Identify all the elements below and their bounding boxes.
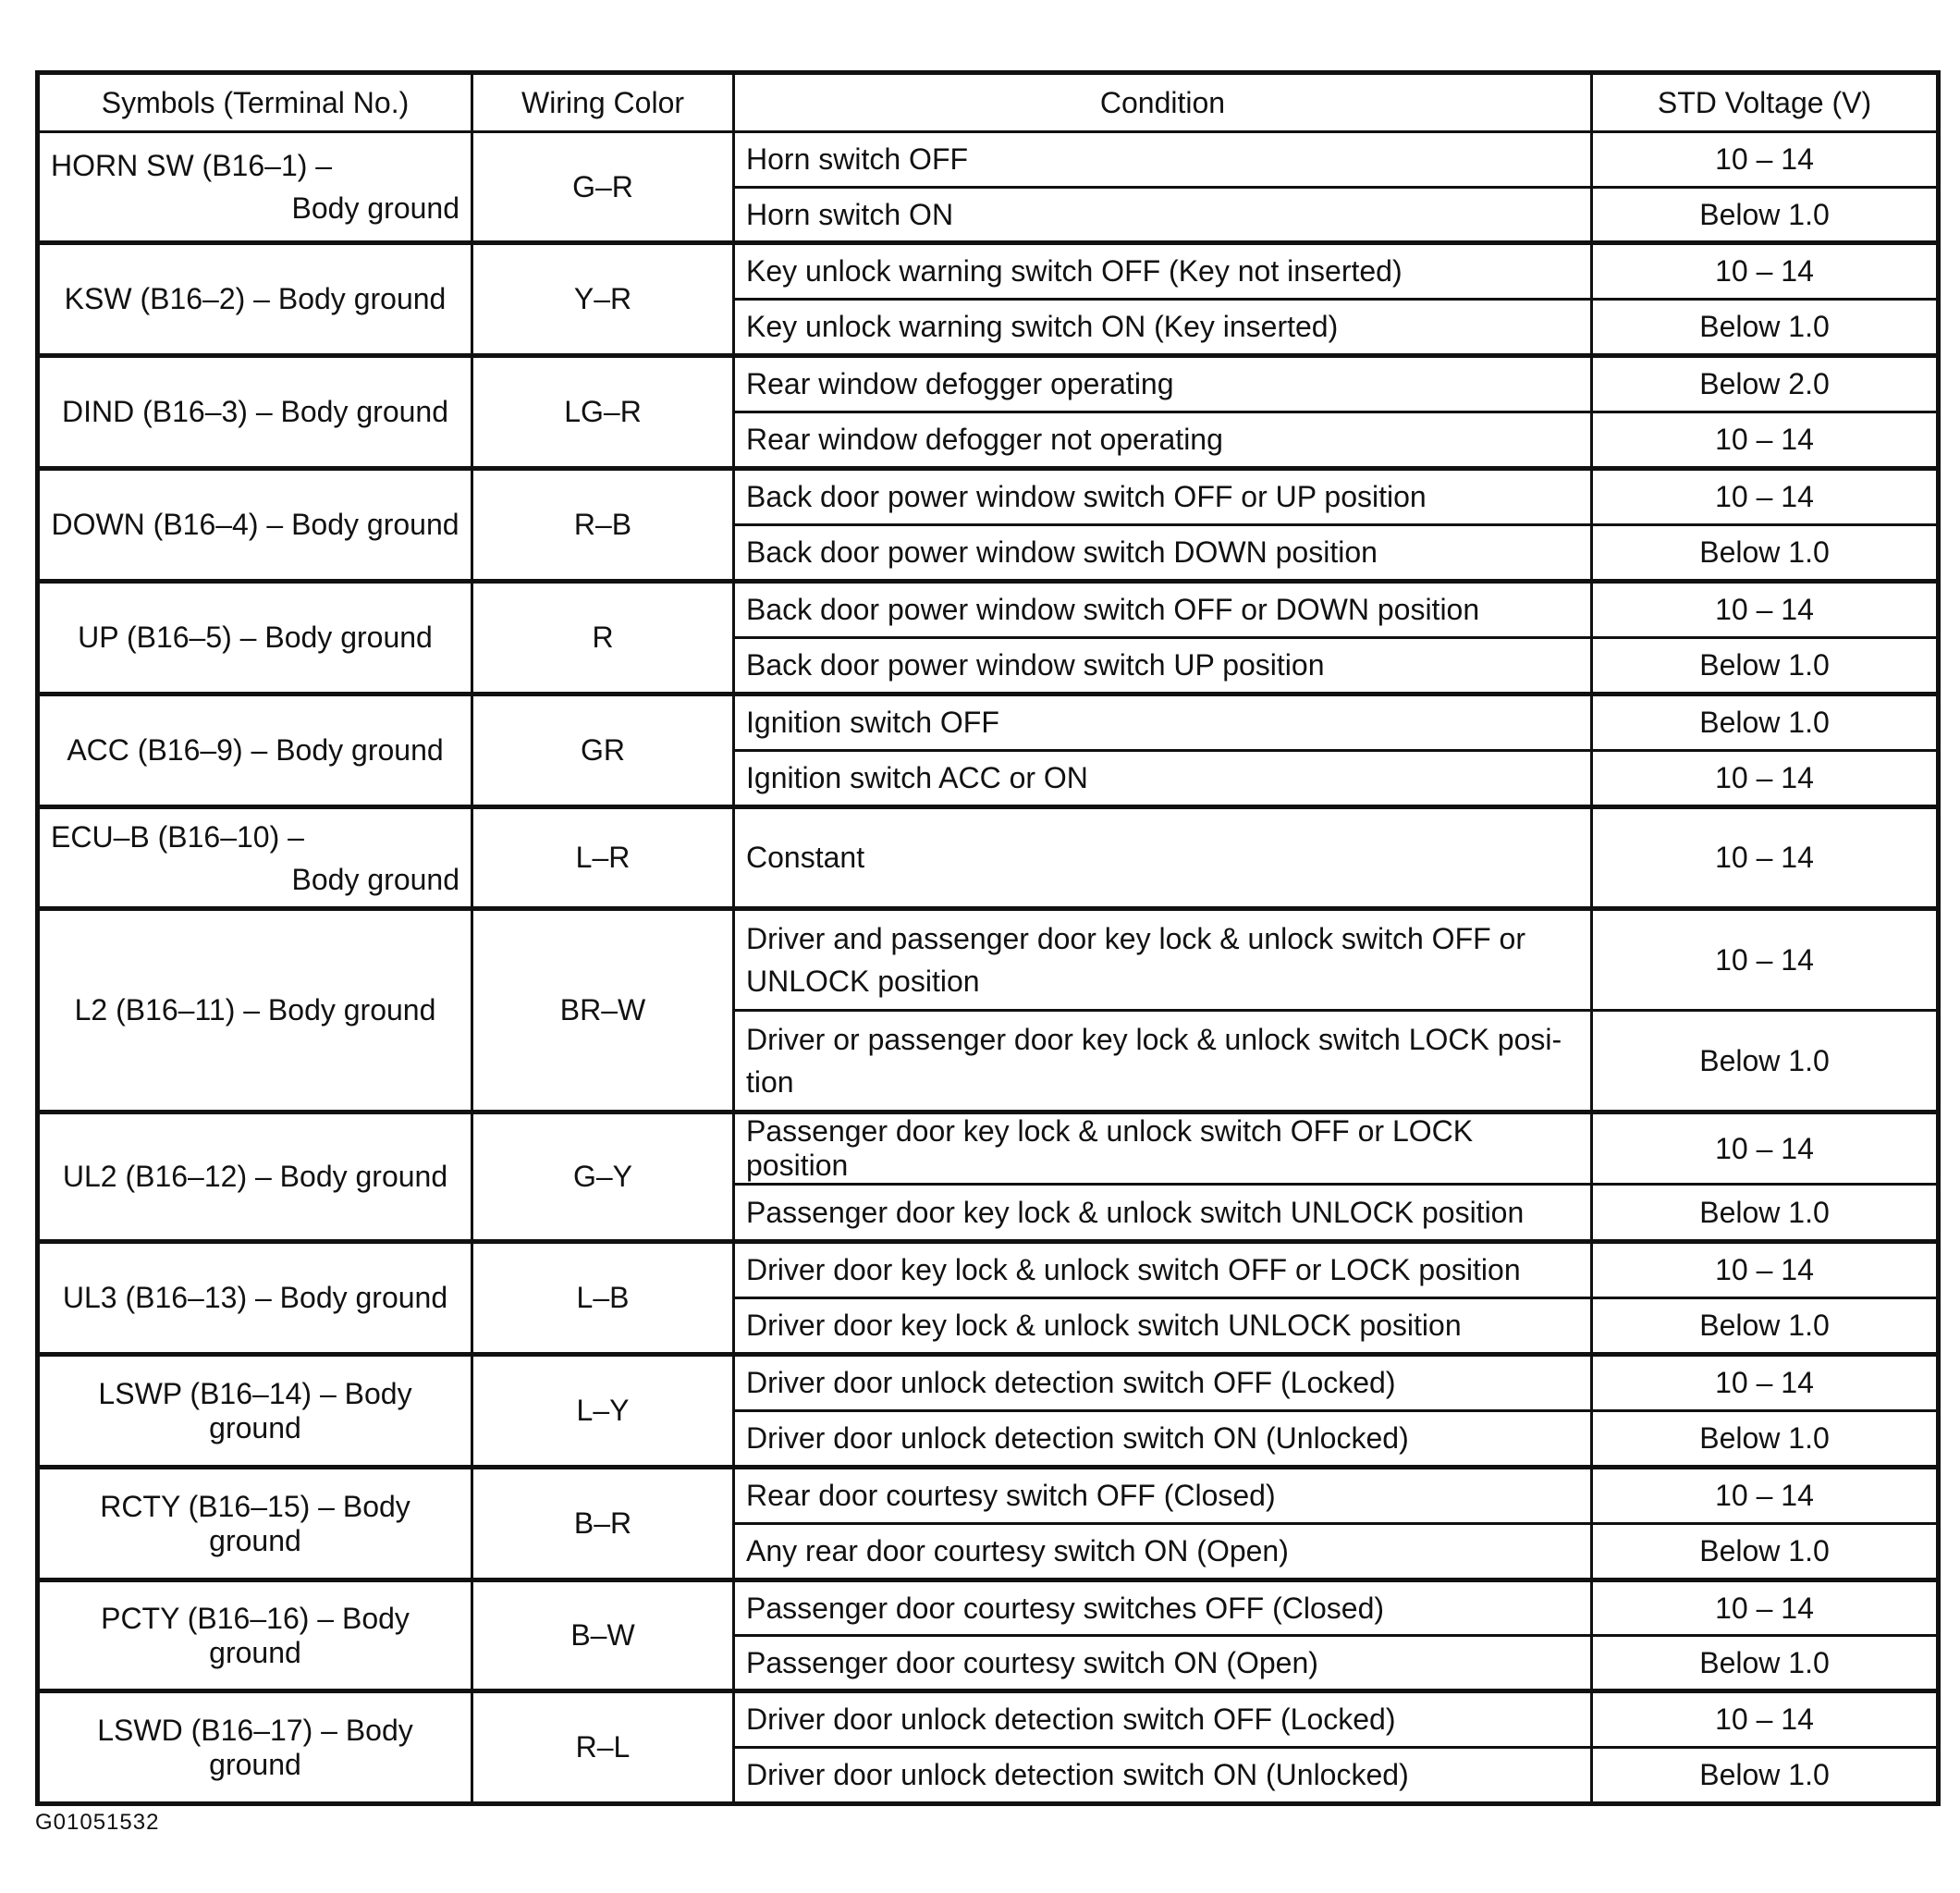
table-row <box>38 1468 1939 1524</box>
voltage-cell: Below 1.0 <box>1592 1524 1939 1580</box>
symbol-cell: LSWD (B16–17) – Body ground <box>38 1691 472 1804</box>
figure-code: G01051532 <box>35 1810 160 1835</box>
condition-cell: Passenger door key lock & unlock switch UNLOCK position <box>734 1185 1592 1242</box>
table-row <box>38 356 1939 412</box>
voltage-cell: Below 1.0 <box>1592 695 1939 751</box>
condition-cell: Passenger door courtesy switches OFF (Closed) <box>734 1580 1592 1636</box>
wiring-color-cell: L–B <box>472 1242 734 1355</box>
table-row <box>38 582 1939 638</box>
voltage-cell: Below 1.0 <box>1592 1636 1939 1691</box>
voltage-cell: 10 – 14 <box>1592 1355 1939 1411</box>
voltage-cell: Below 1.0 <box>1592 300 1939 356</box>
condition-cell: Any rear door courtesy switch ON (Open) <box>734 1524 1592 1580</box>
symbol-cell <box>38 132 472 243</box>
wiring-color-cell: L–Y <box>472 1355 734 1468</box>
wiring-color-cell: G–Y <box>472 1112 734 1242</box>
voltage-cell: 10 – 14 <box>1592 1112 1939 1185</box>
voltage-cell: 10 – 14 <box>1592 582 1939 638</box>
condition-cell: Driver door unlock detection switch OFF (Locked) <box>734 1355 1592 1411</box>
symbol-cell: UL3 (B16–13) – Body ground <box>38 1242 472 1355</box>
condition-cell: Back door power window switch OFF or DOWN position <box>734 582 1592 638</box>
symbol-cell: UP (B16–5) – Body ground <box>38 582 472 695</box>
symbol-line-2: Body ground <box>291 862 459 896</box>
voltage-cell: 10 – 14 <box>1592 1691 1939 1748</box>
wiring-color-cell: G–R <box>472 132 734 243</box>
wiring-color-cell: B–R <box>472 1468 734 1580</box>
terminal-voltage-table <box>35 70 1941 1806</box>
symbol-cell: RCTY (B16–15) – Body ground <box>38 1468 472 1580</box>
voltage-cell: 10 – 14 <box>1592 412 1939 469</box>
symbol-cell: ACC (B16–9) – Body ground <box>38 695 472 807</box>
symbol-line-1: ECU–B (B16–10) – <box>51 819 304 854</box>
header-condition: Condition <box>734 73 1592 132</box>
table-row <box>38 909 1939 1011</box>
wiring-color-cell: Y–R <box>472 243 734 356</box>
voltage-cell: 10 – 14 <box>1592 751 1939 807</box>
voltage-cell: 10 – 14 <box>1592 1468 1939 1524</box>
table-row <box>38 469 1939 525</box>
symbol-cell <box>38 807 472 909</box>
voltage-cell: Below 1.0 <box>1592 525 1939 582</box>
table-row <box>38 1355 1939 1411</box>
symbol-cell: LSWP (B16–14) – Body ground <box>38 1355 472 1468</box>
wiring-color-cell: R–L <box>472 1691 734 1804</box>
symbol-cell: UL2 (B16–12) – Body ground <box>38 1112 472 1242</box>
voltage-cell: 10 – 14 <box>1592 909 1939 1011</box>
condition-cell: Driver or passenger door key lock & unlock switch LOCK posi- tion <box>734 1011 1592 1112</box>
header-std-voltage: STD Voltage (V) <box>1592 73 1939 132</box>
voltage-cell: Below 1.0 <box>1592 1748 1939 1804</box>
condition-cell: Back door power window switch DOWN position <box>734 525 1592 582</box>
condition-cell: Driver door key lock & unlock switch OFF or LOCK position <box>734 1242 1592 1298</box>
condition-cell: Horn switch OFF <box>734 132 1592 188</box>
voltage-cell: 10 – 14 <box>1592 132 1939 188</box>
header-wiring-color: Wiring Color <box>472 73 734 132</box>
voltage-cell: Below 1.0 <box>1592 1411 1939 1468</box>
table-row <box>38 132 1939 188</box>
condition-cell: Driver and passenger door key lock & unlock switch OFF or UNLOCK position <box>734 909 1592 1011</box>
condition-cell: Driver door unlock detection switch ON (Unlocked) <box>734 1411 1592 1468</box>
condition-cell: Key unlock warning switch ON (Key inserted) <box>734 300 1592 356</box>
condition-cell: Back door power window switch OFF or UP position <box>734 469 1592 525</box>
symbol-line-1: HORN SW (B16–1) – <box>51 149 333 182</box>
header-symbols: Symbols (Terminal No.) <box>38 73 472 132</box>
voltage-cell: Below 1.0 <box>1592 638 1939 695</box>
wiring-color-cell: R–B <box>472 469 734 582</box>
condition-cell: Rear door courtesy switch OFF (Closed) <box>734 1468 1592 1524</box>
wiring-color-cell: BR–W <box>472 909 734 1112</box>
symbol-cell: DIND (B16–3) – Body ground <box>38 356 472 469</box>
symbol-cell: PCTY (B16–16) – Body ground <box>38 1580 472 1691</box>
voltage-cell: Below 1.0 <box>1592 1011 1939 1112</box>
table-row <box>38 807 1939 909</box>
wiring-color-cell: L–R <box>472 807 734 909</box>
condition-cell: Passenger door courtesy switch ON (Open) <box>734 1636 1592 1691</box>
voltage-cell: Below 1.0 <box>1592 188 1939 243</box>
condition-cell: Driver door unlock detection switch ON (Unlocked) <box>734 1748 1592 1804</box>
voltage-cell: 10 – 14 <box>1592 243 1939 300</box>
condition-cell: Driver door key lock & unlock switch UNLOCK position <box>734 1298 1592 1355</box>
condition-cell: Key unlock warning switch OFF (Key not inserted) <box>734 243 1592 300</box>
condition-cell: Back door power window switch UP position <box>734 638 1592 695</box>
condition-cell: Passenger door key lock & unlock switch OFF or LOCK position <box>734 1112 1592 1185</box>
wiring-color-cell: B–W <box>472 1580 734 1691</box>
condition-cell: Constant <box>734 807 1592 909</box>
table-row <box>38 695 1939 751</box>
condition-cell: Rear window defogger not operating <box>734 412 1592 469</box>
condition-cell: Horn switch ON <box>734 188 1592 243</box>
symbol-cell: DOWN (B16–4) – Body ground <box>38 469 472 582</box>
condition-cell: Ignition switch ACC or ON <box>734 751 1592 807</box>
wiring-color-cell: LG–R <box>472 356 734 469</box>
wiring-color-cell: R <box>472 582 734 695</box>
voltage-cell: Below 2.0 <box>1592 356 1939 412</box>
symbol-cell: L2 (B16–11) – Body ground <box>38 909 472 1112</box>
voltage-cell: 10 – 14 <box>1592 1242 1939 1298</box>
condition-cell: Driver door unlock detection switch OFF (Locked) <box>734 1691 1592 1748</box>
table-row <box>38 243 1939 300</box>
symbol-line-2: Body ground <box>291 191 459 225</box>
voltage-cell: Below 1.0 <box>1592 1298 1939 1355</box>
table-row <box>38 1242 1939 1298</box>
table-row <box>38 1112 1939 1185</box>
table-header-row <box>38 73 1939 132</box>
voltage-cell: 10 – 14 <box>1592 1580 1939 1636</box>
voltage-cell: 10 – 14 <box>1592 469 1939 525</box>
condition-cell: Rear window defogger operating <box>734 356 1592 412</box>
voltage-cell: 10 – 14 <box>1592 807 1939 909</box>
table-row <box>38 1580 1939 1636</box>
table-row <box>38 1691 1939 1748</box>
voltage-cell: Below 1.0 <box>1592 1185 1939 1242</box>
condition-cell: Ignition switch OFF <box>734 695 1592 751</box>
symbol-cell: KSW (B16–2) – Body ground <box>38 243 472 356</box>
wiring-color-cell: GR <box>472 695 734 807</box>
